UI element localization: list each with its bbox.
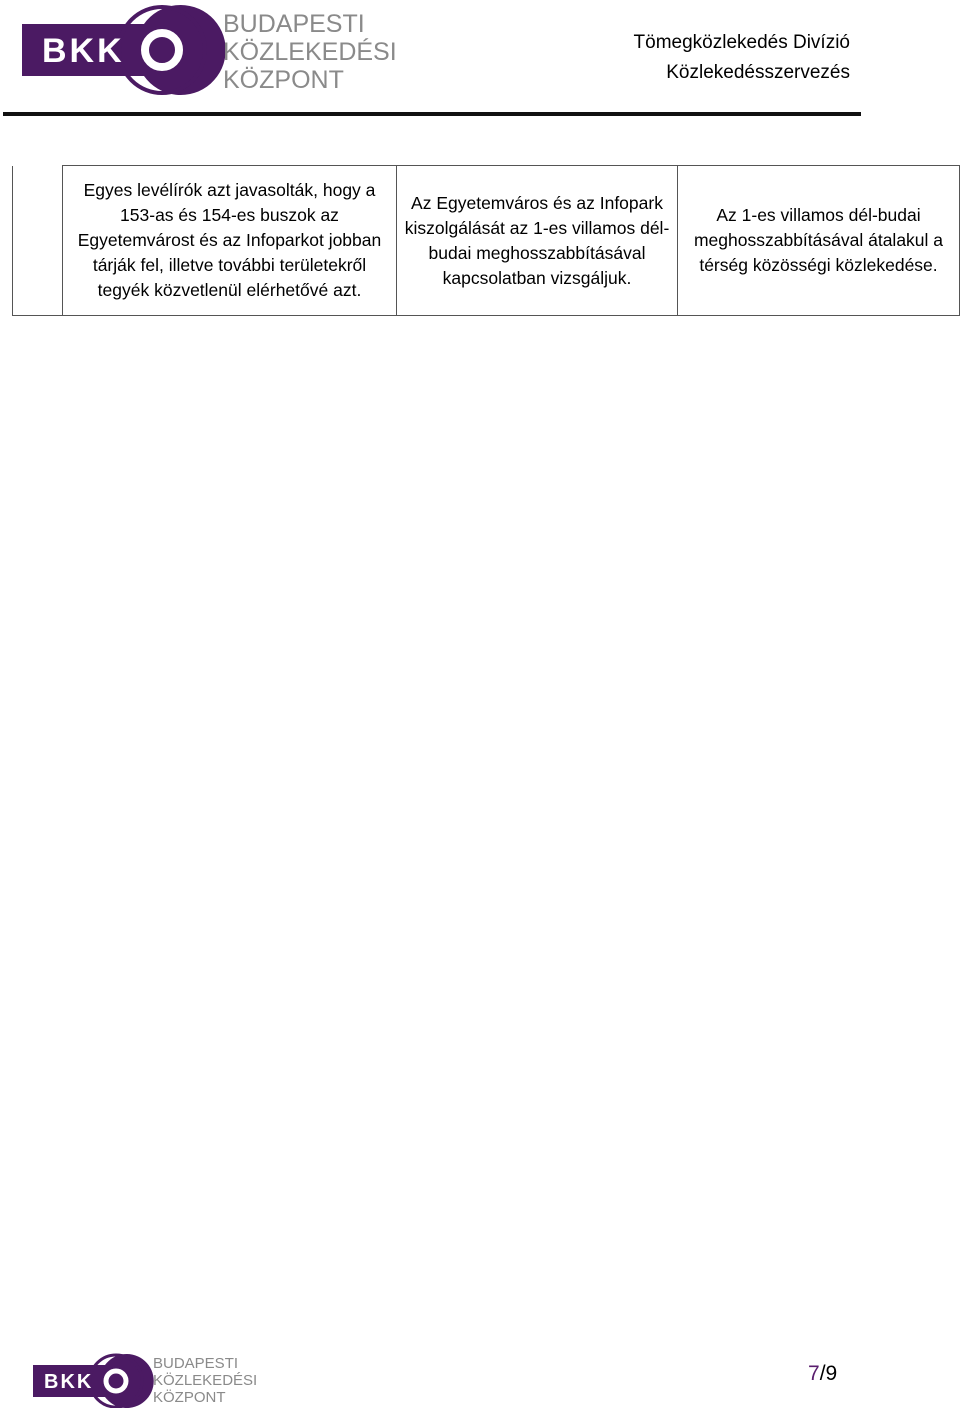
header-divider [3,112,861,116]
page-header [0,0,960,120]
logo-name-line1: BUDAPESTI [223,10,365,38]
footer-logo-name-line1: BUDAPESTI [153,1355,239,1372]
department-name: Közlekedésszervezés [666,62,850,83]
bkk-logo [16,4,416,96]
table-cell-suggestion: Egyes levélírók azt javasolták, hogy a 153-as és 154-es buszok az Egyetemvárost és az Infoparkot jobban tárják fel, illetve további területekről tegyék közvetlenül elérhetővé azt. [63,166,397,316]
footer-bkk-logo [30,1352,260,1408]
division-name: Tömegközlekedés Divízió [633,32,850,53]
footer-logo-badge-text: BKK [44,1371,94,1393]
page-separator: / [819,1362,826,1385]
table-cell-response: Az Egyetemváros és az Infopark kiszolgálását az 1-es villamos dél-budai meghosszabbításával kapcsolatban vizsgáljuk. [397,166,678,316]
page-total: 9 [825,1362,838,1385]
table-row [13,166,960,316]
footer-logo-name-line2: KÖZLEKEDÉSI [153,1372,258,1389]
footer-logo-name-line3: KÖZPONT [153,1389,226,1406]
logo-name-line3: KÖZPONT [223,66,344,94]
table-cell-number [13,166,63,316]
table-cell-outcome: Az 1-es villamos dél-budai meghosszabbításával átalakul a térség közösségi közlekedése. [678,166,960,316]
page-current: 7 [808,1362,820,1385]
page-number [808,1362,837,1386]
header-department-block [634,28,850,88]
logo-name-line2: KÖZLEKEDÉSI [223,38,397,66]
logo-badge-text: BKK [42,32,125,70]
feedback-table [12,165,960,316]
